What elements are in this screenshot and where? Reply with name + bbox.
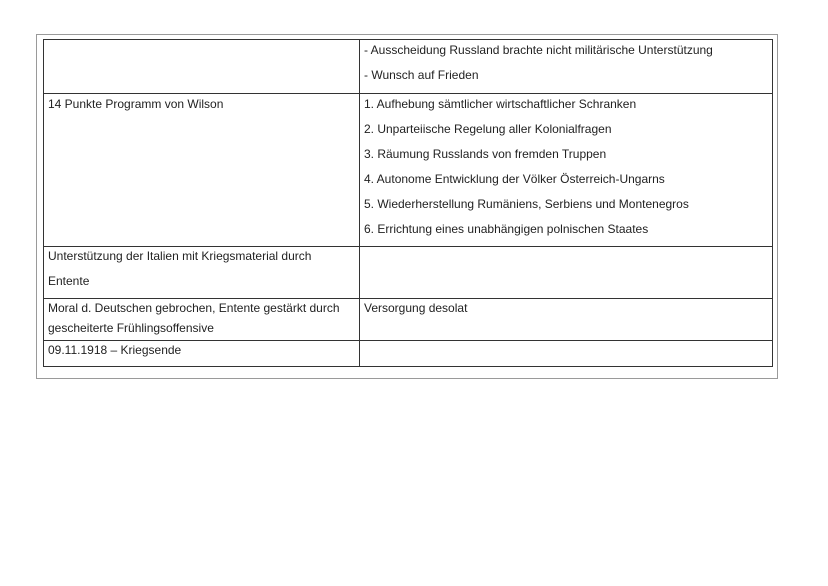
cell-text: Versorgung desolat bbox=[364, 301, 468, 315]
table-cell-right bbox=[360, 94, 773, 247]
cell-text: 14 Punkte Programm von Wilson bbox=[48, 97, 224, 111]
list-item: 4. Autonome Entwicklung der Völker Österreich-Ungarns bbox=[364, 172, 665, 186]
table-cell-right bbox=[360, 299, 773, 341]
cell-text: 09.11.1918 – Kriegsende bbox=[48, 343, 182, 357]
table-row bbox=[44, 247, 773, 299]
list-item: 1. Aufhebung sämtlicher wirtschaftlicher Schranken bbox=[364, 97, 637, 111]
list-item: 5. Wiederherstellung Rumäniens, Serbiens und Montenegros bbox=[364, 197, 689, 211]
cell-text: gescheiterte Frühlingsoffensive bbox=[48, 321, 214, 335]
table-cell-left bbox=[44, 341, 360, 367]
table-cell-left bbox=[44, 299, 360, 341]
table-cell-right bbox=[360, 247, 773, 299]
table-cell-left bbox=[44, 40, 360, 94]
table-cell-left bbox=[44, 247, 360, 299]
cell-text: Entente bbox=[48, 274, 90, 288]
list-item: 6. Errichtung eines unabhängigen polnischen Staates bbox=[364, 222, 649, 236]
table-cell-right bbox=[360, 40, 773, 94]
table-row bbox=[44, 94, 773, 247]
table-row bbox=[44, 299, 773, 341]
list-item: 3. Räumung Russlands von fremden Truppen bbox=[364, 147, 607, 161]
cell-text: - Ausscheidung Russland brachte nicht militärische Unterstützung bbox=[364, 43, 713, 57]
cell-text: Moral d. Deutschen gebrochen, Entente gestärkt durch bbox=[48, 301, 340, 315]
cell-text: Unterstützung der Italien mit Kriegsmaterial durch bbox=[48, 249, 312, 263]
table-cell-right bbox=[360, 341, 773, 367]
table-row bbox=[44, 341, 773, 367]
list-item: 2. Unparteiische Regelung aller Kolonialfragen bbox=[364, 122, 612, 136]
table-row bbox=[44, 40, 773, 94]
history-table bbox=[43, 39, 773, 367]
cell-text: - Wunsch auf Frieden bbox=[364, 68, 479, 82]
table-cell-left bbox=[44, 94, 360, 247]
